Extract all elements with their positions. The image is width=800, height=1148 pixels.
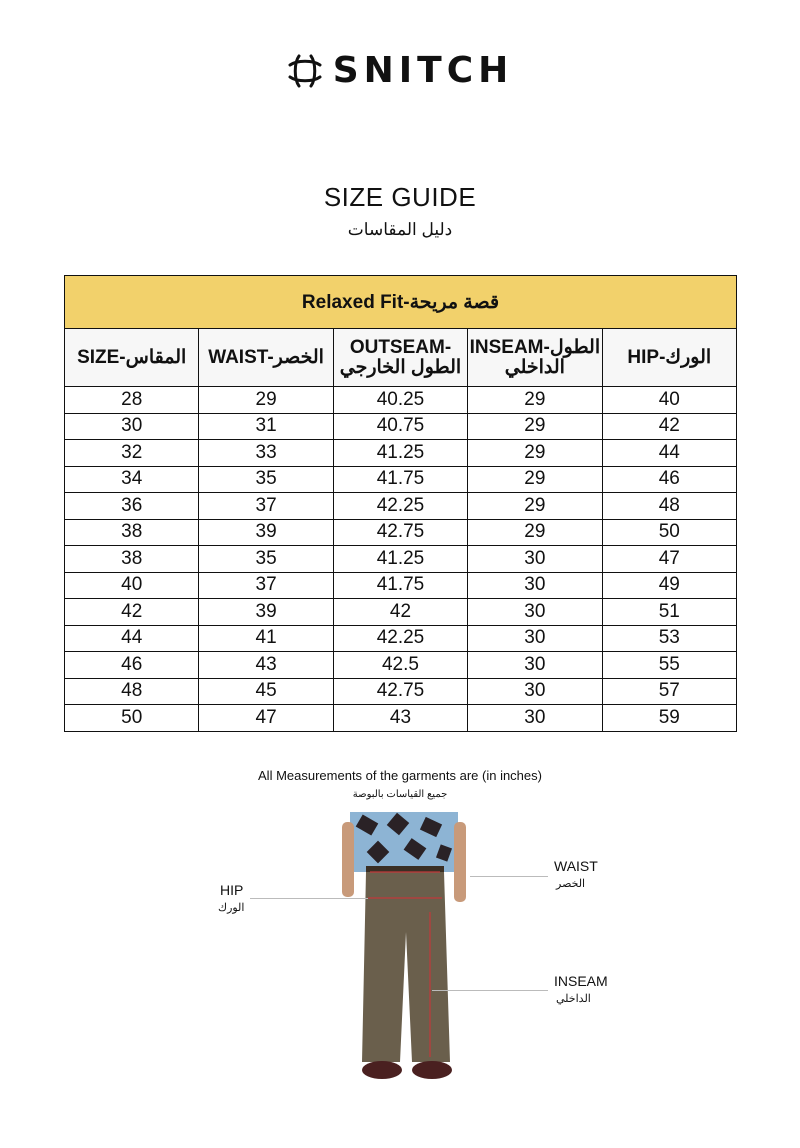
table-cell-hip: 47 xyxy=(602,546,736,573)
table-cell-waist: 39 xyxy=(199,599,333,626)
column-header-line2: الداخلي xyxy=(504,356,565,378)
table-row xyxy=(65,625,737,652)
column-header-waist xyxy=(199,329,333,387)
table-cell-inseam: 30 xyxy=(468,652,602,679)
table-cell-hip: 40 xyxy=(602,387,736,414)
table-cell-hip: 55 xyxy=(602,652,736,679)
table-cell-size: 36 xyxy=(65,493,199,520)
table-cell-size: 50 xyxy=(65,705,199,732)
inseam-leader-line xyxy=(432,990,548,991)
table-cell-inseam: 29 xyxy=(468,493,602,520)
table-cell-hip: 44 xyxy=(602,440,736,467)
table-cell-size: 48 xyxy=(65,678,199,705)
table-cell-size: 44 xyxy=(65,625,199,652)
brand-name: SNITCH xyxy=(332,50,514,91)
table-cell-waist: 45 xyxy=(199,678,333,705)
table-cell-hip: 53 xyxy=(602,625,736,652)
table-cell-inseam: 29 xyxy=(468,466,602,493)
inseam-label: INSEAM xyxy=(554,973,608,989)
table-cell-outseam: 43 xyxy=(333,705,467,732)
measurement-note-arabic: جميع القياسات بالبوصة xyxy=(352,789,448,800)
table-row xyxy=(65,546,737,573)
fit-label: Relaxed Fit-قصة مريحة xyxy=(65,276,737,329)
table-row xyxy=(65,652,737,679)
table-cell-waist: 39 xyxy=(199,519,333,546)
table-cell-size: 34 xyxy=(65,466,199,493)
table-cell-hip: 46 xyxy=(602,466,736,493)
table-cell-waist: 43 xyxy=(199,652,333,679)
table-cell-inseam: 29 xyxy=(468,413,602,440)
hip-label: HIP xyxy=(220,882,244,898)
table-cell-size: 28 xyxy=(65,387,199,414)
table-cell-outseam: 41.25 xyxy=(333,546,467,573)
column-header-line2: الطول الخارجي xyxy=(339,356,462,378)
measurement-note: All Measurements of the garments are (in inches) xyxy=(258,768,542,783)
table-row xyxy=(65,678,737,705)
table-cell-outseam: 42.25 xyxy=(333,625,467,652)
size-table-body xyxy=(65,387,737,732)
waist-label: WAIST xyxy=(554,858,598,874)
table-cell-outseam: 42.75 xyxy=(333,678,467,705)
table-cell-size: 38 xyxy=(65,546,199,573)
table-cell-hip: 48 xyxy=(602,493,736,520)
table-cell-hip: 59 xyxy=(602,705,736,732)
table-cell-inseam: 30 xyxy=(468,546,602,573)
column-header-hip xyxy=(602,329,736,387)
table-cell-size: 30 xyxy=(65,413,199,440)
column-header-line1: OUTSEAM- xyxy=(349,336,452,358)
table-cell-size: 38 xyxy=(65,519,199,546)
table-cell-hip: 49 xyxy=(602,572,736,599)
table-cell-outseam: 40.25 xyxy=(333,387,467,414)
hip-label-arabic: الورك xyxy=(218,902,245,914)
column-header-row xyxy=(65,329,737,387)
table-cell-waist: 37 xyxy=(199,493,333,520)
table-cell-outseam: 41.75 xyxy=(333,572,467,599)
table-row xyxy=(65,572,737,599)
table-row xyxy=(65,599,737,626)
table-cell-outseam: 41.75 xyxy=(333,466,467,493)
table-cell-outseam: 42.75 xyxy=(333,519,467,546)
table-row xyxy=(65,387,737,414)
waist-label-arabic: الخصر xyxy=(556,878,586,890)
table-row xyxy=(65,705,737,732)
table-cell-waist: 29 xyxy=(199,387,333,414)
table-cell-size: 40 xyxy=(65,572,199,599)
table-cell-outseam: 42.25 xyxy=(333,493,467,520)
table-cell-waist: 31 xyxy=(199,413,333,440)
table-row xyxy=(65,413,737,440)
size-table xyxy=(64,275,737,732)
table-cell-inseam: 30 xyxy=(468,572,602,599)
column-header-line1: WAIST-الخصر xyxy=(208,346,324,368)
table-cell-inseam: 29 xyxy=(468,387,602,414)
inseam-label-arabic: الداخلي xyxy=(556,993,591,1005)
column-header-size xyxy=(65,329,199,387)
table-cell-inseam: 29 xyxy=(468,440,602,467)
table-cell-waist: 35 xyxy=(199,546,333,573)
fit-header-row xyxy=(65,276,737,329)
column-header-inseam xyxy=(468,329,602,387)
page-subtitle-arabic: دليل المقاسات xyxy=(347,220,453,239)
table-cell-outseam: 40.75 xyxy=(333,413,467,440)
table-row xyxy=(65,440,737,467)
table-cell-inseam: 29 xyxy=(468,519,602,546)
table-cell-hip: 42 xyxy=(602,413,736,440)
hip-leader-line xyxy=(250,898,368,899)
table-cell-outseam: 42.5 xyxy=(333,652,467,679)
brand-logo xyxy=(0,50,800,91)
table-cell-size: 46 xyxy=(65,652,199,679)
table-cell-inseam: 30 xyxy=(468,705,602,732)
table-cell-size: 32 xyxy=(65,440,199,467)
table-cell-waist: 41 xyxy=(199,625,333,652)
column-header-line1: SIZE-المقاس xyxy=(77,346,187,368)
table-cell-outseam: 42 xyxy=(333,599,467,626)
table-row xyxy=(65,466,737,493)
table-cell-inseam: 30 xyxy=(468,625,602,652)
column-header-line1: INSEAM-الطول xyxy=(469,336,601,358)
table-row xyxy=(65,493,737,520)
snitch-logo-icon xyxy=(287,53,323,89)
table-cell-waist: 37 xyxy=(199,572,333,599)
table-cell-waist: 35 xyxy=(199,466,333,493)
table-cell-size: 42 xyxy=(65,599,199,626)
column-header-outseam xyxy=(333,329,467,387)
table-cell-inseam: 30 xyxy=(468,678,602,705)
page-title: SIZE GUIDE xyxy=(323,182,477,212)
waist-leader-line xyxy=(470,876,548,877)
table-cell-waist: 33 xyxy=(199,440,333,467)
table-cell-waist: 47 xyxy=(199,705,333,732)
table-cell-hip: 51 xyxy=(602,599,736,626)
table-cell-hip: 50 xyxy=(602,519,736,546)
table-cell-hip: 57 xyxy=(602,678,736,705)
model-figure-illustration xyxy=(340,812,470,1092)
column-header-line1: HIP-الورك xyxy=(627,346,712,368)
table-cell-outseam: 41.25 xyxy=(333,440,467,467)
table-row xyxy=(65,519,737,546)
table-cell-inseam: 30 xyxy=(468,599,602,626)
